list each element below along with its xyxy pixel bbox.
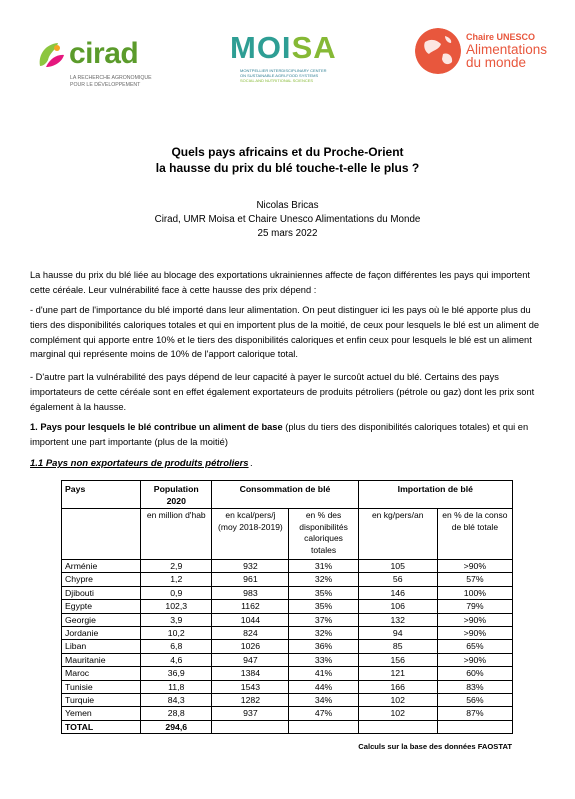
author-affiliation: Cirad, UMR Moisa et Chaire Unesco Alimentations du Monde [154, 214, 421, 225]
moisa-subtitle-line2: ON SUSTAINABLE AGRI-FOOD SYSTEMS [240, 73, 319, 78]
subsection-heading-period: . [250, 458, 253, 469]
kcal-cell: 937 [212, 707, 289, 720]
population-cell: 0,9 [141, 586, 212, 599]
subsection-heading [30, 458, 249, 469]
country-cell: Chypre [62, 573, 141, 586]
table-units-row [62, 508, 513, 559]
kcal-cell: 1384 [212, 667, 289, 680]
population-cell: 28,8 [141, 707, 212, 720]
moisa-logo [230, 30, 345, 94]
pct-import-cell: 60% [437, 667, 512, 680]
kcal-cell: 961 [212, 573, 289, 586]
moisa-subtitle-line1: MONTPELLIER INTERDISCIPLINARY CENTER [240, 68, 327, 73]
population-cell: 6,8 [141, 640, 212, 653]
population-cell: 84,3 [141, 694, 212, 707]
globe-icon [415, 28, 461, 74]
kg-cell: 156 [358, 653, 437, 666]
total-empty-cell [212, 720, 289, 733]
pct-import-cell: 79% [437, 600, 512, 613]
population-cell: 4,6 [141, 653, 212, 666]
kg-cell: 102 [358, 707, 437, 720]
table-row [62, 560, 513, 573]
country-cell: Djibouti [62, 586, 141, 599]
population-cell: 2,9 [141, 560, 212, 573]
table-row [62, 573, 513, 586]
pct-calories-cell: 31% [289, 560, 358, 573]
kcal-cell: 983 [212, 586, 289, 599]
section-one-heading-rest: (plus du tiers des disponibilités caloriques totales) et qui en importent une part importante (plus de la moitié) [30, 422, 529, 447]
kcal-cell: 1044 [212, 613, 289, 626]
total-empty-cell [437, 720, 512, 733]
table-row [62, 680, 513, 693]
source-note: Calculs sur la base des données FAOSTAT [358, 742, 512, 751]
pct-import-cell: 57% [437, 573, 512, 586]
country-cell: Yemen [62, 707, 141, 720]
table-row [62, 600, 513, 613]
table-row [62, 613, 513, 626]
header-consommation: Consommation de blé [212, 481, 358, 509]
document-title-line2: la hausse du prix du blé touche-t-elle le plus ? [155, 161, 420, 175]
pct-calories-cell: 35% [289, 586, 358, 599]
table-row [62, 707, 513, 720]
pct-calories-cell: 33% [289, 653, 358, 666]
kg-cell: 85 [358, 640, 437, 653]
country-cell: Tunisie [62, 680, 141, 693]
cirad-leaf-icon [36, 40, 66, 70]
unesco-line1: Chaire UNESCO [466, 32, 536, 42]
wheat-data-table [61, 480, 513, 734]
pct-import-cell: 56% [437, 694, 512, 707]
total-population: 294,6 [141, 720, 212, 733]
kcal-cell: 1162 [212, 600, 289, 613]
country-cell: Jordanie [62, 627, 141, 640]
country-cell: Egypte [62, 600, 141, 613]
cirad-tagline-line2: POUR LE DÉVELOPPEMENT [70, 81, 141, 88]
units-pct-conso: en % de la conso de blé totale [437, 508, 512, 559]
country-cell: Maroc [62, 667, 141, 680]
country-cell: Georgie [62, 613, 141, 626]
population-cell: 10,2 [141, 627, 212, 640]
table-row [62, 667, 513, 680]
country-cell: Mauritanie [62, 653, 141, 666]
kg-cell: 56 [358, 573, 437, 586]
header-importation: Importation de blé [358, 481, 512, 509]
pct-calories-cell: 36% [289, 640, 358, 653]
moisa-word-left: MOI [230, 30, 292, 65]
kcal-cell: 824 [212, 627, 289, 640]
pct-import-cell: >90% [437, 653, 512, 666]
kg-cell: 102 [358, 694, 437, 707]
kcal-cell: 932 [212, 560, 289, 573]
header-pays: Pays [62, 481, 141, 509]
total-label: TOTAL [62, 720, 141, 733]
total-empty-cell [289, 720, 358, 733]
point-two-paragraph: - D'autre part la vulnérabilité des pays dépend de leur capacité à payer le surcoût actuel du blé. Certains des pays importateurs de cette céréale sont en effet également exportateurs de produits pétroliers (pétrole ou gaz) dont les prix sont également à la hausse. [30, 372, 535, 412]
units-population: en million d'hab [141, 508, 212, 559]
point-one-paragraph: - d'une part de l'importance du blé importé dans leur alimentation. On peut distinguer ici les pays où le blé apporte plus du tiers des disponibilités caloriques totales et qui en importent plus de la moitié, de ceux pour lesquels le blé est un aliment de complément qui apporte entre 10% et le tiers des disponibilités caloriques et enfin ceux pour lesquels le blé est un aliment marginal qui représente moins de 10% de l'apport calorique total. [30, 305, 540, 360]
kcal-cell: 947 [212, 653, 289, 666]
kg-cell: 121 [358, 667, 437, 680]
intro-paragraph: La hausse du prix du blé liée au blocage des exportations ukrainiennes affecte de façon différentes les pays qui importent cette céréale. Leur vulnérabilité face à cette hausse des prix dépend : [30, 270, 530, 295]
population-cell: 1,2 [141, 573, 212, 586]
section-one-heading [30, 420, 543, 450]
cirad-wordmark: cirad [69, 37, 139, 70]
section-one-heading-bold: 1. Pays pour lesquels le blé contribue un aliment de base [30, 422, 283, 432]
table-row [62, 694, 513, 707]
header-population: Population 2020 [141, 481, 212, 509]
total-empty-cell [358, 720, 437, 733]
population-cell: 36,9 [141, 667, 212, 680]
pct-calories-cell: 37% [289, 613, 358, 626]
cirad-tagline-line1: LA RECHERCHE AGRONOMIQUE [70, 75, 152, 81]
table-row [62, 627, 513, 640]
kg-cell: 146 [358, 586, 437, 599]
units-pct-calories: en % des disponibilités caloriques totales [289, 508, 358, 559]
moisa-wordmark [230, 30, 337, 66]
document-date: 25 mars 2022 [257, 228, 318, 239]
kg-cell: 166 [358, 680, 437, 693]
document-title-line1: Quels pays africains et du Proche-Orient [171, 145, 404, 159]
pct-import-cell: >90% [437, 560, 512, 573]
author-name: Nicolas Bricas [256, 200, 319, 211]
pct-calories-cell: 47% [289, 707, 358, 720]
population-cell: 11,8 [141, 680, 212, 693]
subsection-heading-text: 1.1 Pays non exportateurs de produits pétroliers [30, 458, 249, 469]
table-row [62, 586, 513, 599]
units-kcal: en kcal/pers/j (moy 2018-2019) [212, 508, 289, 559]
units-empty-cell [62, 508, 141, 559]
pct-calories-cell: 41% [289, 667, 358, 680]
cirad-tagline [70, 75, 170, 88]
units-kg: en kg/pers/an [358, 508, 437, 559]
kg-cell: 106 [358, 600, 437, 613]
country-cell: Turquie [62, 694, 141, 707]
pct-import-cell: >90% [437, 627, 512, 640]
pct-import-cell: 83% [437, 680, 512, 693]
pct-calories-cell: 32% [289, 627, 358, 640]
kcal-cell: 1543 [212, 680, 289, 693]
cirad-logo [36, 36, 176, 106]
table-row [62, 653, 513, 666]
country-cell: Liban [62, 640, 141, 653]
moisa-subtitle [240, 68, 340, 78]
pct-import-cell: 87% [437, 707, 512, 720]
moisa-subtitle-line3: SOCIAL AND NUTRITIONAL SCIENCES [240, 78, 314, 83]
population-cell: 102,3 [141, 600, 212, 613]
kg-cell: 132 [358, 613, 437, 626]
pct-calories-cell: 34% [289, 694, 358, 707]
unesco-chair-logo [415, 28, 555, 88]
population-cell: 3,9 [141, 613, 212, 626]
pct-calories-cell: 35% [289, 600, 358, 613]
table-total-row [62, 720, 513, 733]
table-header-row [62, 481, 513, 509]
unesco-line2: Alimentations du monde [466, 42, 548, 70]
pct-calories-cell: 32% [289, 573, 358, 586]
pct-import-cell: 65% [437, 640, 512, 653]
country-cell: Arménie [62, 560, 141, 573]
table-row [62, 640, 513, 653]
kg-cell: 94 [358, 627, 437, 640]
moisa-word-right: SA [291, 30, 337, 65]
kcal-cell: 1026 [212, 640, 289, 653]
kcal-cell: 1282 [212, 694, 289, 707]
kg-cell: 105 [358, 560, 437, 573]
pct-calories-cell: 44% [289, 680, 358, 693]
pct-import-cell: >90% [437, 613, 512, 626]
pct-import-cell: 100% [437, 586, 512, 599]
table-body [62, 560, 513, 721]
